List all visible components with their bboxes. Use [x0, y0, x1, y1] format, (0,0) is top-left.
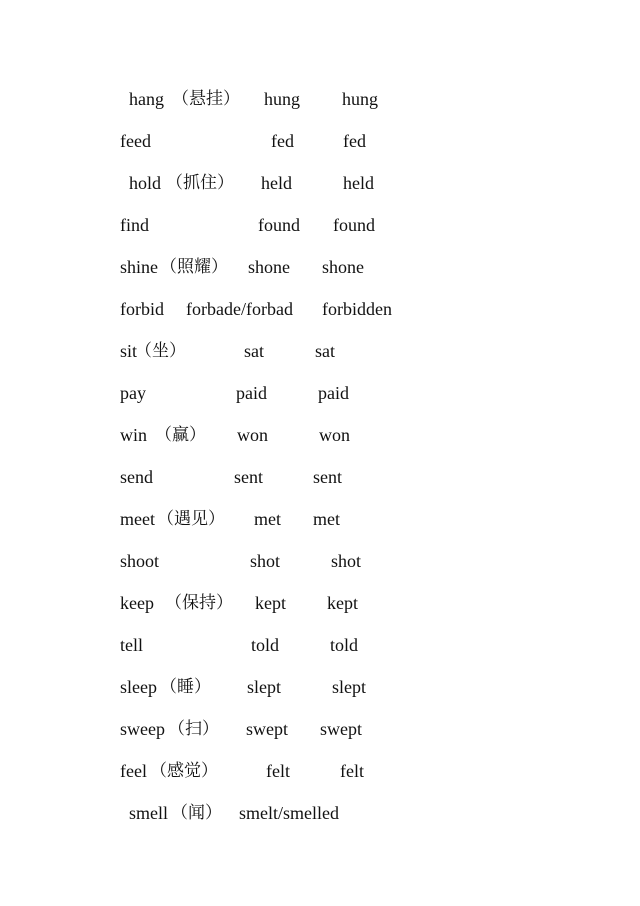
verb-past: paid [236, 383, 267, 403]
verb-meaning: （坐） [135, 341, 186, 361]
verb-base: send [120, 467, 153, 487]
verb-past: hung [264, 89, 300, 109]
verb-participle: paid [318, 383, 349, 403]
verb-base: hold [129, 173, 162, 193]
verb-base: keep [120, 593, 154, 613]
verb-base: smell [129, 803, 168, 823]
verb-past: felt [266, 761, 290, 781]
verb-meaning: （睡） [160, 677, 211, 697]
verb-row [0, 672, 640, 702]
verb-row [0, 462, 640, 492]
verb-participle: kept [327, 593, 358, 613]
verb-row [0, 294, 640, 324]
verb-participle: swept [320, 719, 362, 739]
verb-participle: held [343, 173, 374, 193]
verb-past: forbade/forbad [186, 299, 293, 319]
verb-participle: told [330, 635, 359, 655]
verb-row [0, 126, 640, 156]
verb-base: feed [120, 131, 151, 151]
verb-past: smelt/smelled [239, 803, 339, 823]
verb-past: found [258, 215, 300, 235]
verb-meaning: （保持） [165, 593, 233, 613]
verb-meaning: （扫） [168, 719, 219, 739]
verb-past: held [261, 173, 292, 193]
verb-past: won [237, 425, 268, 445]
verb-meaning: （赢） [155, 425, 206, 445]
verb-past: shot [250, 551, 281, 571]
verb-row [0, 420, 640, 450]
verb-row [0, 630, 640, 660]
verb-past: swept [246, 719, 288, 739]
verb-past: shone [248, 257, 290, 277]
verb-participle: won [319, 425, 350, 445]
verb-participle: hung [342, 89, 378, 109]
verb-past: fed [271, 131, 294, 151]
verb-meaning: （遇见） [157, 509, 225, 529]
verb-participle: sent [313, 467, 342, 487]
verb-past: kept [255, 593, 286, 613]
verb-participle: sat [315, 341, 335, 361]
verb-base: feel [120, 761, 147, 781]
verb-past: met [254, 509, 281, 529]
verb-base: pay [120, 383, 146, 403]
verb-past: sent [234, 467, 263, 487]
verb-base: find [120, 215, 149, 235]
verb-base: tell [120, 635, 143, 655]
verb-row [0, 714, 640, 744]
verb-row [0, 84, 640, 114]
verb-past: sat [244, 341, 264, 361]
verb-participle: felt [340, 761, 364, 781]
verb-meaning: （悬挂） [172, 89, 240, 109]
verb-row [0, 504, 640, 534]
verb-meaning: （闻） [171, 803, 222, 823]
verb-base: sweep [120, 719, 165, 739]
verb-base: win [120, 425, 147, 445]
verb-row [0, 588, 640, 618]
verb-row [0, 546, 640, 576]
verb-row [0, 756, 640, 786]
verb-past: slept [247, 677, 281, 697]
verb-participle: found [333, 215, 375, 235]
verb-row [0, 378, 640, 408]
verb-meaning: （感觉） [150, 761, 218, 781]
verb-base: sleep [120, 677, 157, 697]
verb-participle: forbidden [322, 299, 392, 319]
verb-base: forbid [120, 299, 164, 319]
verb-base: meet [120, 509, 155, 529]
verb-participle: slept [332, 677, 366, 697]
verb-row [0, 798, 640, 828]
verb-participle: met [313, 509, 340, 529]
verb-participle: shone [322, 257, 364, 277]
verb-base: sit [120, 341, 138, 361]
verb-meaning: （照耀） [160, 257, 228, 277]
verb-base: hang [129, 89, 164, 109]
verb-row [0, 336, 640, 366]
verb-participle: shot [331, 551, 362, 571]
verb-row [0, 210, 640, 240]
verb-base: shoot [120, 551, 160, 571]
verb-row [0, 168, 640, 198]
verb-meaning: （抓住） [166, 173, 234, 193]
verb-participle: fed [343, 131, 366, 151]
verb-past: told [251, 635, 280, 655]
verb-base: shine [120, 257, 158, 277]
verb-row [0, 252, 640, 282]
